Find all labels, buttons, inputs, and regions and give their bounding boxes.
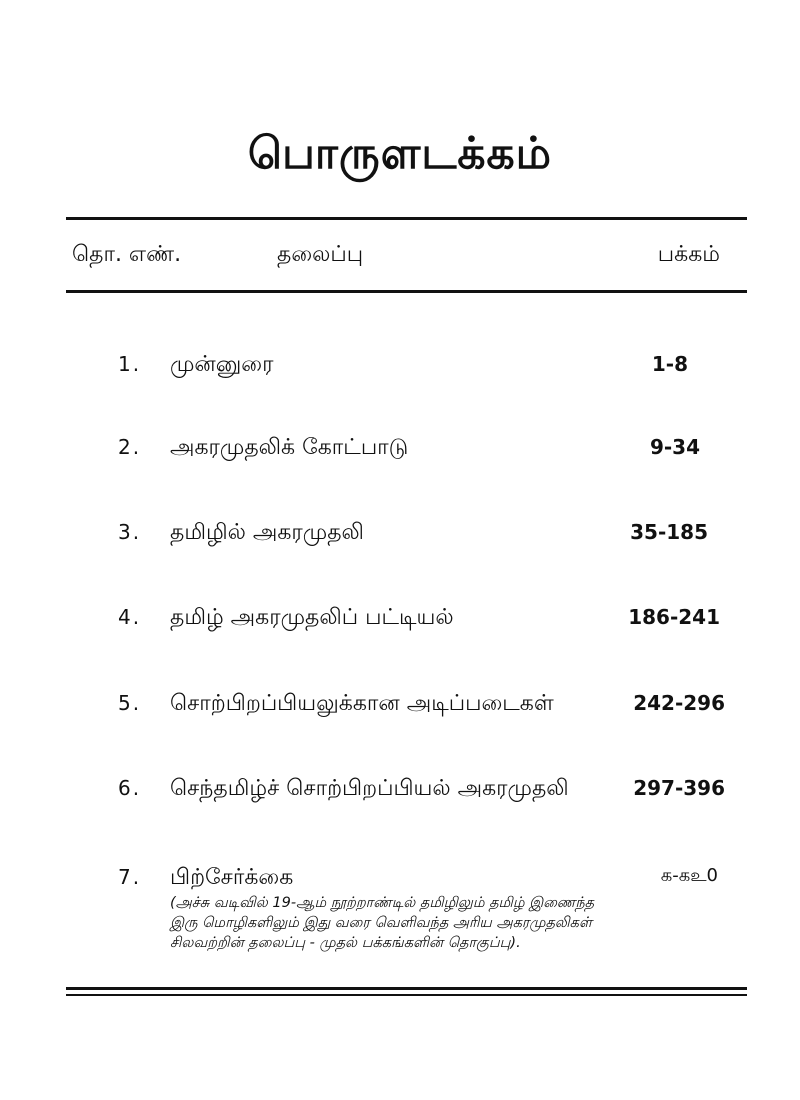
entry-pages: 35-185 xyxy=(630,520,708,544)
entry-pages: 1-8 xyxy=(651,352,688,376)
toc-entry-3 xyxy=(0,520,800,560)
entry-title: முன்னுரை xyxy=(170,352,274,377)
entry-title: சொற்பிறப்பியலுக்கான அடிப்படைகள் xyxy=(170,691,554,716)
entry-title: செந்தமிழ்ச் சொற்பிறப்பியல் அகரமுதலி xyxy=(170,776,569,801)
toc-entry-5 xyxy=(0,691,800,731)
column-header-number: தொ. எண். xyxy=(72,242,182,267)
appendix-note-line: சிலவற்றின் தலைப்பு - முதல் பக்கங்களின் தொகுப்பு). xyxy=(170,935,521,951)
toc-entry-2 xyxy=(0,435,800,475)
entry-title: பிற்சேர்க்கை xyxy=(170,865,294,890)
bottom-divider xyxy=(66,987,747,990)
entry-pages: 297-396 xyxy=(633,776,725,800)
entry-number: 3. xyxy=(118,520,142,544)
page-title: பொருளடக்கம் xyxy=(247,128,553,179)
entry-title: தமிழில் அகரமுதலி xyxy=(170,520,364,545)
toc-entry-4 xyxy=(0,605,800,645)
entry-pages: க-கஉ0 xyxy=(660,865,718,886)
entry-title: அகரமுதலிக் கோட்பாடு xyxy=(170,435,409,460)
appendix-note xyxy=(170,893,630,953)
toc-entry-1 xyxy=(0,352,800,392)
entry-pages: 242-296 xyxy=(633,691,725,715)
entry-number: 1. xyxy=(118,352,142,376)
bottom-divider-inner xyxy=(66,994,747,996)
toc-entry-6 xyxy=(0,776,800,816)
entry-pages: 9-34 xyxy=(649,435,700,459)
entry-number: 6. xyxy=(118,776,142,800)
entry-title: தமிழ் அகரமுதலிப் பட்டியல் xyxy=(170,605,454,630)
entry-number: 5. xyxy=(118,691,142,715)
entry-number: 4. xyxy=(118,605,142,629)
entry-pages: 186-241 xyxy=(628,605,720,629)
appendix-note-line: இரு மொழிகளிலும் இது வரை வெளிவந்த அரிய அகரமுதலிகள் xyxy=(170,915,593,931)
appendix-note-line: (அச்சு வடிவில் 19-ஆம் நூற்றாண்டில் தமிழிலும் தமிழ் இணைந்த xyxy=(170,895,595,911)
column-header-page: பக்கம் xyxy=(657,242,720,267)
entry-number: 2. xyxy=(118,435,142,459)
column-header-title: தலைப்பு xyxy=(277,242,364,267)
entry-number: 7. xyxy=(118,865,142,889)
header-divider xyxy=(66,290,747,293)
top-divider xyxy=(66,217,747,220)
